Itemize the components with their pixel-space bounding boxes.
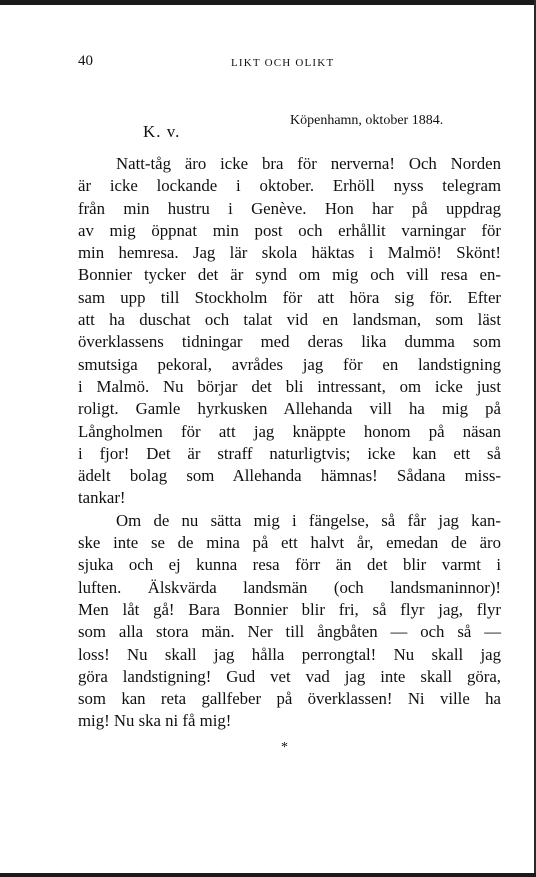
text-line: i fjor! Det är straff naturligtvis; icke kan ett så	[78, 443, 501, 463]
text-line: Men låt gå! Bara Bonnier blir fri, så flyr jag, flyr	[78, 599, 501, 619]
text-line: göra landstigning! Gud vet vad jag inte skall göra,	[78, 666, 501, 686]
text-line: smutsiga pekoral, avrådes jag för en landstigning	[78, 354, 501, 374]
text-line: min hemresa. Jag lär skola häktas i Malmö! Skönt!	[78, 243, 501, 263]
text-line: sjuka och ej kunna resa förr än det blir varmt i	[78, 555, 501, 575]
section-ornament: *	[281, 740, 288, 755]
text-line: mig! Nu ska ni få mig!	[78, 711, 232, 731]
text-line: roligt. Gamle hyrkusken Allehanda vill ha mig på	[78, 399, 501, 419]
page-number: 40	[78, 53, 93, 69]
text-line: från min hustru i Genève. Hon har på uppdrag	[78, 198, 501, 218]
text-line: är icke lockande i oktober. Erhöll nyss telegram	[78, 176, 501, 196]
text-line: överklassens tidningar med deras lika dumma som	[78, 332, 501, 352]
text-line: som alla stora män. Ner till ångbåten — och så —	[78, 622, 501, 642]
text-line: sam upp till Stockholm för att höra sig för. Efter	[78, 287, 501, 307]
running-title: LIKT OCH OLIKT	[231, 57, 335, 69]
text-line: ädelt bolag som Allehanda hämnas! Sådana miss-	[78, 466, 501, 486]
letter-salutation: K. v.	[143, 122, 181, 141]
text-line: som kan reta gallfeber på överklassen! Ni ville ha	[78, 689, 501, 709]
text-line: att ha duschat och talat vid en landsman, som läst	[78, 310, 501, 330]
text-line: Om de nu sätta mig i fängelse, så får jag kan-	[116, 510, 501, 530]
text-line: loss! Nu skall jag hålla perrongtal! Nu skall jag	[78, 644, 501, 664]
text-line: luften. Älskvärda landsmän (och landsmaninnor)!	[78, 577, 501, 597]
text-line: i Malmö. Nu börjar det bli intressant, om icke just	[78, 376, 501, 396]
text-line: tankar!	[78, 488, 126, 508]
top-border-rule	[0, 0, 536, 5]
letter-body	[78, 153, 501, 733]
text-line: Bonnier tycker det är synd om mig och vill resa en-	[78, 265, 501, 285]
text-line: Natt-tåg äro icke bra för nerverna! Och Norden	[116, 154, 501, 173]
letter-dateline: Köpenhamn, oktober 1884.	[290, 113, 444, 128]
text-line: ske inte se de mina på ett halvt år, emedan de äro	[78, 533, 501, 553]
text-line: av mig öppnat min post och erhållit varningar för	[78, 220, 501, 240]
text-line: Långholmen för att jag knäppte honom på näsan	[78, 421, 501, 441]
bottom-border-rule	[0, 873, 536, 877]
